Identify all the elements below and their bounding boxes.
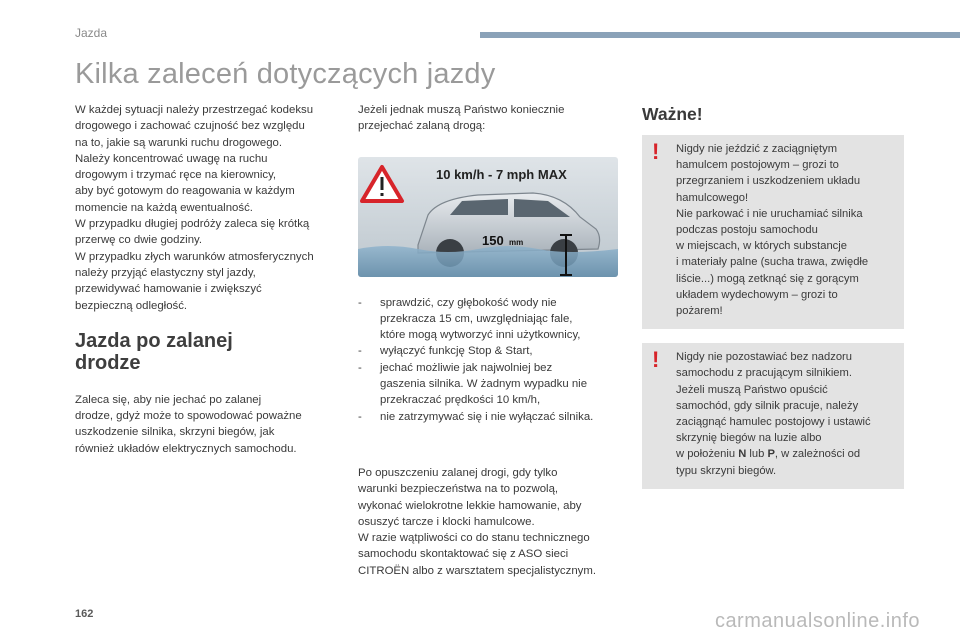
exclamation-icon: !: [652, 347, 660, 373]
text-line: Należy koncentrować uwagę na ruchu: [75, 152, 268, 165]
text-line: warunki bezpieczeństwa na to pozwolą,: [358, 483, 559, 496]
page-number: 162: [75, 608, 94, 620]
text-line: przekracza 15 cm, uwzględniając fale,: [380, 312, 573, 325]
text-line: Po opuszczeniu zalanej drogi, gdy tylko: [358, 466, 558, 479]
text-line: należy przyjąć elastyczny styl jazdy,: [75, 266, 256, 279]
text-line: [676, 446, 894, 462]
heading-line: Jazda po zalanej: [75, 329, 233, 352]
text-line: gaszenia silnika. W żadnym wypadku nie: [380, 378, 588, 391]
warning-box-engine-running: [642, 343, 904, 489]
warning-box-parking-brake: [642, 135, 904, 329]
text-line: przewidywać hamowanie i zwiększyć: [75, 283, 262, 296]
text-line: W przypadku długiej podróży zaleca się krótką: [75, 218, 310, 231]
speed-limit-label: 10 km/h - 7 mph MAX: [436, 166, 567, 182]
after-flood-paragraph: [358, 465, 623, 579]
text-line: aby być gotowym do reagowania w każdym: [75, 185, 295, 198]
text-line: Nigdy nie jeździć z zaciągniętym: [676, 143, 838, 155]
flood-paragraph: [75, 392, 345, 457]
text-line: liście...) mogą zetknąć się z gorącym: [676, 272, 859, 285]
text-line: samochodu z pracującym silnikiem.: [676, 367, 852, 380]
exclamation-icon: !: [652, 139, 660, 164]
depth-unit: mm: [509, 237, 524, 247]
text-line: - sprawdzić, czy głębokość wody nie: [380, 296, 557, 309]
text-line: Nie parkować i nie uruchamiać silnika: [676, 207, 863, 220]
text-line: Nigdy nie pozostawiać bez nadzoru: [676, 351, 852, 364]
text-line: skrzynię biegów na luzie albo: [676, 432, 822, 445]
text-line: typu skrzyni biegów.: [676, 464, 777, 477]
text-line: momencie na każdą ewentualność.: [75, 201, 253, 214]
warning-text: [676, 349, 894, 479]
important-heading: Ważne!: [642, 104, 703, 124]
text-line: przekraczać prędkości 10 km/h,: [380, 394, 541, 407]
text-line: drogowym i trzymać ręce na kierownicy,: [75, 169, 277, 182]
list-item: [358, 360, 623, 409]
column-right: [642, 102, 904, 503]
text-line: układem wydechowym – grozi to: [676, 288, 838, 301]
flood-intro-paragraph: [358, 102, 623, 135]
watermark: carmanualsonline.info: [714, 610, 920, 632]
gear-neutral-label: N: [738, 448, 747, 461]
text-line: osuszyć tarcze i klocki hamulcowe.: [358, 515, 535, 528]
section-label: Jazda: [75, 26, 108, 40]
text-line: - wyłączyć funkcję Stop & Start,: [380, 345, 533, 358]
text-line: drogowego i zachować czujność bez względu: [75, 120, 305, 133]
heading-line: drodze: [75, 351, 141, 374]
text-line: Jeżeli jednak muszą Państwo koniecznie: [358, 104, 565, 116]
text-line: również układów elektrycznych samochodu.: [75, 442, 297, 455]
text-fragment: lub: [746, 448, 768, 461]
text-fragment: , w zależności od: [774, 448, 861, 461]
text-line: Jeżeli muszą Państwo opuścić: [676, 383, 828, 396]
text-line: Zaleca się, aby nie jechać po zalanej: [75, 393, 262, 406]
text-line: W przypadku złych warunków atmosferycznych: [75, 250, 314, 263]
column-left: [75, 102, 345, 457]
page-title: Kilka zaleceń dotyczących jazdy: [75, 58, 496, 90]
text-line: W każdej sytuacji należy przestrzegać kodeksu: [75, 104, 314, 116]
car-in-water-figure: [358, 157, 618, 277]
intro-paragraph: [75, 102, 345, 314]
flooded-road-illustration: [358, 157, 618, 277]
column-middle: [358, 102, 623, 579]
text-line: przerwę co dwie godziny.: [75, 234, 203, 247]
text-line: bezpieczną odległość.: [75, 299, 188, 312]
text-line: samochód, gdy silnik pracuje, należy: [676, 399, 859, 412]
list-item: [358, 409, 623, 425]
text-line: na to, jakie są warunki ruchu drogowego.: [75, 136, 283, 149]
text-line: - jechać możliwie jak najwolniej bez: [380, 361, 553, 374]
text-line: W razie wątpliwości co do stanu technicznego: [358, 532, 590, 545]
warning-text: [676, 141, 894, 319]
text-line: które mogą wytworzyć inni użytkownicy,: [380, 329, 581, 342]
text-line: w miejscach, w których substancje: [676, 240, 847, 253]
text-line: wykonać wielokrotne lekkie hamowanie, aby: [358, 499, 582, 512]
text-line: samochodu skontaktować się z ASO sieci: [358, 548, 569, 561]
text-line: CITROËN albo z warsztatem specjalistycznym.: [358, 564, 596, 577]
text-line: przejechać zalaną drogą:: [358, 120, 486, 133]
flooded-road-heading: [75, 330, 345, 374]
list-item: [358, 295, 623, 344]
text-line: - nie zatrzymywać się i nie wyłączać silnika.: [380, 410, 594, 423]
header-accent-bar: [480, 32, 960, 38]
text-line: i materiały palne (sucha trawa, zwiędłe: [676, 256, 869, 269]
text-line: przegrzaniem i uszkodzeniem układu: [676, 175, 861, 188]
text-line: drodze, gdyż może to spowodować poważne: [75, 410, 302, 423]
text-line: pożarem!: [676, 305, 723, 318]
list-item: [358, 343, 623, 359]
flood-steps-list: [358, 295, 623, 425]
text-fragment: w położeniu: [676, 448, 739, 461]
depth-value: 150: [482, 232, 504, 248]
text-line: zaciągnąć hamulec postojowy i ustawić: [676, 416, 871, 429]
text-line: hamulcowego!: [676, 191, 749, 204]
text-line: podczas postoju samochodu: [676, 224, 818, 237]
gear-park-label: P: [767, 448, 775, 461]
text-line: hamulcem postojowym – grozi to: [676, 159, 839, 172]
text-line: uszkodzenie silnika, skrzyni biegów, jak: [75, 426, 275, 439]
